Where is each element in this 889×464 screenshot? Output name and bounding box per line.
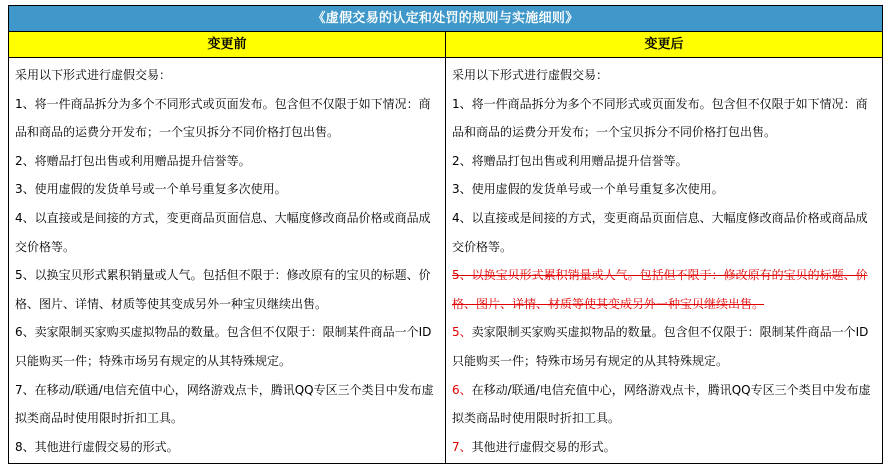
after-item-7-number: 7、 [452, 439, 472, 454]
header-row [9, 32, 883, 58]
content-row [9, 58, 883, 464]
after-item-6 [452, 376, 876, 433]
after-deleted-item: 5、以换宝贝形式累积销量或人气。包括但不限于：修改原有的宝贝的标题、价格、图片、详情、材质等使其变成另外一种宝贝继续出售。 [452, 268, 868, 311]
table-title: 《虚假交易的认定和处罚的规则与实施细则》 [9, 6, 883, 32]
after-item-5-text: 卖家限制买家购买虚拟物品的数量。包含但不仅限于：限制某件商品一个ID只能购买一件；特殊市场另有规定的从其特殊规定。 [452, 325, 869, 368]
after-item-7 [452, 433, 876, 462]
before-item-6: 6、卖家限制买家购买虚拟物品的数量。包含但不仅限于：限制某件商品一个ID只能购买一件；特殊市场另有规定的从其特殊规定。 [15, 325, 432, 368]
after-intro: 采用以下形式进行虚假交易： [452, 68, 609, 82]
after-item-6-number: 6、 [452, 382, 472, 397]
before-item-7: 7、在移动/联通/电信充值中心，网络游戏点卡，腾讯QQ专区三个类目中发布虚拟类商品时使用限时折扣工具。 [15, 382, 434, 426]
before-item-2: 2、将赠品打包出售或利用赠品提升信誉等。 [15, 153, 251, 168]
before-item-4: 4、以直接或是间接的方式，变更商品页面信息、大幅度修改商品价格或商品成交价格等。 [15, 210, 431, 254]
after-item-3: 3、使用虚假的发货单号或一个单号重复多次使用。 [452, 182, 724, 197]
before-item-3: 3、使用虚假的发货单号或一个单号重复多次使用。 [15, 182, 287, 197]
before-item-5: 5、以换宝贝形式累积销量或人气。包括但不限于：修改原有的宝贝的标题、价格、图片、详情、材质等使其变成另外一种宝贝继续出售。 [15, 268, 431, 311]
header-before: 变更前 [9, 32, 446, 58]
before-item-8: 8、其他进行虚假交易的形式。 [15, 439, 179, 454]
after-cell [446, 58, 883, 464]
rules-comparison-table [8, 5, 883, 464]
before-item-1: 1、将一件商品拆分为多个不同形式或页面发布。包含但不仅限于如下情况：商品和商品的运费分开发布；一个宝贝拆分不同价格打包出售。 [15, 96, 431, 140]
title-row [9, 6, 883, 32]
after-item-5-number: 5、 [452, 325, 472, 340]
after-item-2: 2、将赠品打包出售或利用赠品提升信誉等。 [452, 153, 688, 168]
after-item-1: 1、将一件商品拆分为多个不同形式或页面发布。包含但不仅限于如下情况：商品和商品的运费分开发布；一个宝贝拆分不同价格打包出售。 [452, 96, 868, 140]
after-item-6-text: 在移动/联通/电信充值中心，网络游戏点卡，腾讯QQ专区三个类目中发布虚拟类商品时使用限时折扣工具。 [452, 382, 871, 426]
after-item-7-text: 其他进行虚假交易的形式。 [471, 439, 616, 454]
header-after: 变更后 [446, 32, 883, 58]
before-intro: 采用以下形式进行虚假交易： [15, 68, 172, 82]
before-cell [9, 58, 446, 464]
after-item-4: 4、以直接或是间接的方式，变更商品页面信息、大幅度修改商品价格或商品成交价格等。 [452, 210, 868, 254]
after-item-5 [452, 318, 876, 375]
